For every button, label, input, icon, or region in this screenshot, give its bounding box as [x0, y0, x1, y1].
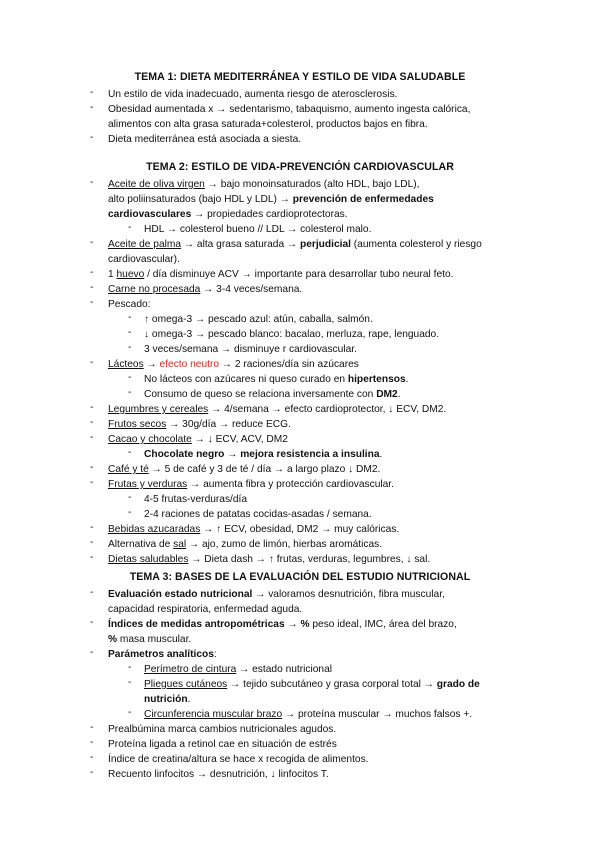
section-title-tema-3: TEMA 3: BASES DE LA EVALUACIÓN DEL ESTUDIO NUTRICIONAL — [129, 571, 471, 583]
list-item-continuation: capacidad respiratoria, enfermedad aguda. — [108, 604, 303, 615]
list-item-continuation: alto poliinsaturados (bajo HDL y LDL) → prevención de enfermedades — [108, 194, 434, 205]
bullet-dash: - — [90, 552, 94, 563]
bullet-dash: - — [128, 447, 132, 458]
section-title-tema-1: TEMA 1: DIETA MEDITERRÁNEA Y ESTILO DE VIDA SALUDABLE — [134, 71, 466, 83]
list-item-frutas: Frutas y verduras → aumenta fibra y protección cardiovascular. — [108, 479, 394, 490]
bullet-dash: - — [90, 737, 94, 748]
list-item-continuation: cardiovasculares → propiedades cardioprotectoras. — [108, 209, 348, 220]
bullet-dash: - — [128, 387, 132, 398]
list-item-frutos: Frutos secos → 30g/día → reduce ECG. — [108, 419, 291, 430]
highlight-red-text: efecto neutro — [159, 359, 220, 370]
bullet-dash: - — [128, 312, 132, 323]
bullet-dash: - — [128, 222, 132, 233]
list-item-lacteos: Lácteos → efecto neutro → 2 raciones/día sin azúcares — [108, 359, 359, 370]
bullet-dash: - — [90, 617, 94, 628]
bullet-dash: - — [90, 177, 94, 188]
bullet-dash: - — [128, 662, 132, 673]
section-title-tema-2: TEMA 2: ESTILO DE VIDA-PREVENCIÓN CARDIOVASCULAR — [146, 161, 454, 173]
bullet-dash: - — [90, 537, 94, 548]
sub-list-item: 3 veces/semana → disminuye r cardiovascular. — [144, 344, 357, 355]
sub-list-item: Circunferencia muscular brazo → proteína muscular → muchos falsos +. — [144, 709, 473, 720]
bullet-dash: - — [90, 522, 94, 533]
list-item: Recuento linfocitos → desnutrición, ↓ linfocitos T. — [108, 769, 329, 780]
bullet-dash: - — [90, 282, 94, 293]
bullet-dash: - — [90, 432, 94, 443]
bullet-dash: - — [128, 327, 132, 338]
sub-list-item: 2-4 raciones de patatas cocidas-asadas / semana. — [144, 509, 372, 520]
list-item-continuation: % masa muscular. — [108, 634, 192, 645]
bullet-dash: - — [128, 342, 132, 353]
list-item-legumbres: Legumbres y cereales → 4/semana → efecto cardioprotector, ↓ ECV, DM2. — [108, 404, 447, 415]
list-item: Un estilo de vida inadecuado, aumenta riesgo de aterosclerosis. — [108, 89, 398, 100]
bullet-dash: - — [90, 417, 94, 428]
sub-list-item: Chocolate negro → mejora resistencia a insulina. — [144, 449, 383, 460]
list-item-parametros: Parámetros analíticos: — [108, 649, 217, 660]
bullet-dash: - — [128, 492, 132, 503]
list-item-bebidas: Bebidas azucaradas → ↑ ECV, obesidad, DM2 → muy calóricas. — [108, 524, 400, 535]
list-item-aceite-palma: Aceite de palma → alta grasa saturada → perjudicial (aumenta colesterol y riesgo — [108, 239, 482, 250]
list-item-continuation: cardiovascular). — [108, 254, 180, 265]
list-item-evaluacion: Evaluación estado nutricional → valoramos desnutrición, fibra muscular, — [108, 589, 445, 600]
list-item: Proteína ligada a retinol cae en situación de estrés — [108, 739, 337, 750]
bullet-dash: - — [128, 707, 132, 718]
bullet-dash: - — [90, 132, 94, 143]
list-item-indices: Índices de medidas antropométricas → % peso ideal, IMC, área del brazo, — [108, 619, 457, 630]
bullet-dash: - — [90, 297, 94, 308]
bullet-dash: - — [90, 357, 94, 368]
list-item: Prealbúmina marca cambios nutricionales agudos. — [108, 724, 337, 735]
bullet-dash: - — [90, 87, 94, 98]
sub-list-item: Pliegues cutáneos → tejido subcutáneo y grasa corporal total → grado de — [144, 679, 480, 690]
sub-list-item: 4-5 frutas-verduras/día — [144, 494, 248, 505]
list-item: Dieta mediterránea está asociada a siesta. — [108, 134, 302, 145]
list-item-dietas: Dietas saludables → Dieta dash → ↑ frutas, verduras, legumbres, ↓ sal. — [108, 554, 431, 565]
bullet-dash: - — [128, 677, 132, 688]
sub-list-item: Consumo de queso se relaciona inversamente con DM2. — [144, 389, 401, 400]
bullet-dash: - — [90, 462, 94, 473]
list-item-cafe: Café y té → 5 de café y 3 de té / día → a largo plazo ↓ DM2. — [108, 464, 381, 475]
bullet-dash: - — [128, 372, 132, 383]
list-item-continuation: alimentos con alta grasa saturada+colesterol, productos bajos en fibra. — [108, 119, 428, 130]
sub-list-item: No lácteos con azúcares ni queso curado en hipertensos. — [144, 374, 409, 385]
list-item-huevo: 1 huevo / día disminuye ACV → importante para desarrollar tubo neural feto. — [108, 269, 454, 280]
sub-list-item-continuation: nutrición. — [144, 694, 191, 705]
sub-list-item: ↑ omega-3 → pescado azul: atún, caballa, salmón. — [144, 314, 373, 325]
list-item-aceite-oliva: Aceite de oliva virgen → bajo monoinsaturados (alto HDL, bajo LDL), — [108, 179, 420, 190]
bullet-dash: - — [90, 477, 94, 488]
list-item-sal: Alternativa de sal → ajo, zumo de limón, hierbas aromáticas. — [108, 539, 383, 550]
bullet-dash: - — [90, 767, 94, 778]
bullet-dash: - — [90, 237, 94, 248]
list-item-cacao: Cacao y chocolate → ↓ ECV, ACV, DM2 — [108, 434, 288, 445]
list-item: Índice de creatina/altura se hace x recogida de alimentos. — [108, 754, 369, 765]
list-item: Obesidad aumentada x → sedentarismo, tabaquismo, aumento ingesta calórica, — [108, 104, 471, 115]
bullet-dash: - — [128, 507, 132, 518]
sub-list-item: ↓ omega-3 → pescado blanco: bacalao, merluza, rape, lenguado. — [144, 329, 440, 340]
sub-list-item: Perímetro de cintura → estado nutricional — [144, 664, 332, 675]
list-item-carne: Carne no procesada → 3-4 veces/semana. — [108, 284, 303, 295]
bullet-dash: - — [90, 402, 94, 413]
bullet-dash: - — [90, 587, 94, 598]
bullet-dash: - — [90, 102, 94, 113]
sub-list-item: HDL → colesterol bueno // LDL → colesterol malo. — [144, 224, 372, 235]
list-item-pescado: Pescado: — [108, 299, 151, 310]
bullet-dash: - — [90, 752, 94, 763]
bullet-dash: - — [90, 647, 94, 658]
bullet-dash: - — [90, 722, 94, 733]
bullet-dash: - — [90, 267, 94, 278]
